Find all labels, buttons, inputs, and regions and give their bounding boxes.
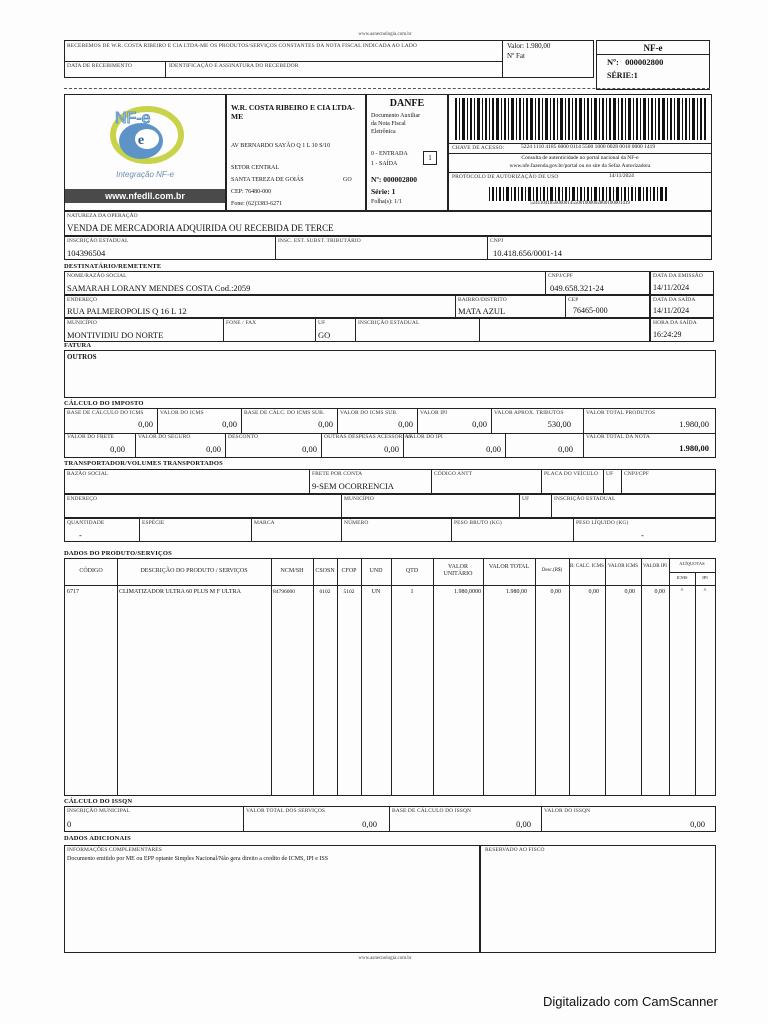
emitter-cep: CEP: 76480-000 (231, 189, 272, 195)
transport-quantidade: - (79, 530, 82, 540)
row-codigo: 6717 (67, 589, 79, 595)
cnpj-label: CNPJ (490, 238, 504, 244)
tax-ipi2: 0,00 (486, 444, 501, 454)
issqn-servicos: 0,00 (362, 819, 377, 829)
data-recebimento-label: DATA DE RECEBIMENTO (67, 63, 132, 69)
dest-hora-box (650, 318, 714, 342)
danfe-subtitle-3: Eletrônica (371, 129, 396, 135)
col-csosn: CSOSN (315, 568, 335, 574)
dest-row-3 (64, 318, 650, 342)
info-box (64, 845, 480, 953)
transport-section: TRANSPORTADOR/VOLUMES TRANSPORTADOS (64, 460, 224, 467)
tax-ipi: 0,00 (472, 419, 487, 429)
transport-antt-label: CÓDIGO ANTT (434, 471, 473, 477)
nfat-label: Nº Fat (507, 52, 525, 60)
dest-ie-label: INSCRIÇÃO ESTADUAL (358, 320, 420, 326)
cut-line (64, 88, 710, 89)
col-und: UND (369, 568, 383, 574)
footer-site: www.asnecnologia.com.br (358, 956, 412, 961)
transport-uf2-label: UF (522, 496, 530, 502)
col-aliquotas: ALÍQUOTAS (679, 561, 705, 566)
dest-emissao-label: DATA DA EMISSÃO (653, 273, 703, 279)
transport-row-1 (64, 469, 716, 494)
protocolo-label: PROTOCOLO DE AUTORIZAÇÃO DE USO (452, 174, 559, 180)
issqn-base-label: BASE DE CÁLCULO DO ISSQN (392, 808, 472, 814)
tax-outras-label: OUTRAS DESPESAS ACESSÓRIAS (324, 434, 412, 440)
danfe-subtitle-2: da Nota Fiscal (371, 121, 406, 127)
dest-endereco: RUA PALMEROPOLIS Q 16 L 12 (67, 306, 187, 316)
transport-municipio-label: MUNICÍPIO (344, 496, 374, 502)
camscanner-watermark: Digitalizado com CamScanner (543, 994, 718, 1009)
dest-fone-label: FONE / FAX (226, 320, 257, 326)
row-desc: 0,00 (550, 589, 561, 595)
dest-uf-label: UF (318, 320, 326, 326)
row-und: UN (371, 589, 381, 595)
dest-saida: 14/11/2024 (653, 306, 690, 315)
tax-base-icms-sub-label: BASE DE CÁLC. DO ICMS SUB. (244, 410, 325, 416)
logo-caption: Integração NF-e (116, 170, 174, 179)
danfe-saida: 1 - SAÍDA (371, 161, 398, 167)
issqn-im: 0 (67, 819, 72, 829)
dest-row-2 (64, 295, 650, 318)
nfe-stub-box (596, 40, 710, 90)
transport-quantidade-label: QUANTIDADE (67, 520, 105, 526)
tax-ipi-label: VALOR IPI (420, 410, 448, 416)
col-ncm: NCM/SH (280, 568, 304, 574)
dest-saida-label: DATA DA SAÍDA (653, 297, 696, 303)
adicionais-section: DADOS ADICIONAIS (64, 835, 131, 842)
tax-seguro-label: VALOR DO SEGURO (138, 434, 191, 440)
tax-frete: 0,00 (110, 444, 125, 454)
fisco-box (480, 845, 716, 953)
tax-icms-label: VALOR DO ICMS (160, 410, 204, 416)
dest-emissao: 14/11/2024 (653, 283, 690, 292)
identificacao-label: IDENTIFICAÇÃO E ASSINATURA DO RECEBEDOR (169, 63, 299, 69)
nfe-serie: 1 (633, 71, 638, 80)
tax-icms-sub: 0,00 (398, 419, 413, 429)
col-aliq-ipi: IPI (702, 575, 708, 580)
col-valor-unitario: VALOR UNITÁRIO (443, 564, 473, 577)
tax-base-icms-label: BASE DE CÁLCULO DO ICMS (67, 410, 144, 416)
emitter-logo-box (64, 94, 226, 211)
cnpj-value: 10.418.656/0001-14 (493, 248, 562, 258)
row-aliq-ipi: ^ (703, 588, 707, 594)
row-aliq-icms: ^ (680, 588, 684, 594)
ie-value: 104396504 (67, 248, 106, 258)
tax-base-icms: 0,00 (138, 419, 153, 429)
emitter-name: W.R. COSTA RIBEIRO E CIA LTDA-ME (231, 103, 355, 121)
dest-uf: GO (318, 330, 331, 340)
emitter-uf: GO (343, 177, 352, 183)
imposto-section: CÁLCULO DO IMPOSTO (64, 400, 144, 407)
consulta-text: Consulta de autenticidade no portal nacional da NF-e (521, 155, 639, 161)
products-section: DADOS DO PRODUTO/SERVIÇOS (64, 550, 172, 557)
tax-frete-label: VALOR DO FRETE (67, 434, 115, 440)
dest-hora-label: HORA DA SAÍDA (653, 320, 697, 326)
row-icms: 0,00 (624, 589, 635, 595)
receipt-stub (64, 40, 594, 78)
issqn-base: 0,00 (516, 819, 531, 829)
tax-total-produtos-label: VALOR TOTAL PRODUTOS (586, 410, 656, 416)
consulta-text-2: www.nfe.fazenda.gov.br/portal ou no site da Sefaz Autorizadora (509, 163, 651, 169)
dest-cpf: 049.658.321-24 (550, 283, 604, 293)
danfe-tipo-box: 1 (423, 151, 437, 165)
row-descricao: CLIMATIZADOR ULTRA 60 PLUS M F ULTRA (119, 589, 241, 595)
nfe-serie-label: SÉRIE: (607, 71, 634, 80)
dest-nome: SAMARAH LORANY MENDES COSTA Cod.:2059 (67, 283, 251, 293)
row-qtd: 1 (410, 589, 414, 595)
dest-endereco-label: ENDEREÇO (67, 297, 98, 303)
imposto-box (64, 408, 716, 458)
chave-label: CHAVE DE ACESSO: (452, 145, 505, 151)
transport-frete-label: FRETE POR CONTA (312, 471, 363, 477)
issqn-servicos-label: VALOR TOTAL DOS SERVIÇOS (246, 808, 326, 814)
col-aliq-icms: ICMS (676, 575, 688, 580)
emitter-city: SANTA TEREZA DE GOIÁS (231, 177, 304, 183)
col-valor-total: VALOR TOTAL (488, 564, 530, 570)
ie-st-label: INSC. EST. SUBST. TRIBUTÁRIO (278, 238, 361, 244)
info-text: Documento emitido por ME ou EPP optante Simples Nacional/Não gera direito a credito de ICMS, IPI e ISS (67, 856, 329, 862)
tax-icms-sub-label: VALOR DO ICMS SUB. (340, 410, 398, 416)
tax-total-produtos: 1.980,00 (679, 419, 709, 429)
receipt-text: RECEBEMOS DE W.R. COSTA RIBEIRO E CIA LTDA-ME OS PRODUTOS/SERVIÇOS CONSTANTES DA NOTA FISCAL INDICADA AO LADO (67, 43, 417, 49)
row-ipi: 0,00 (654, 589, 665, 595)
dest-cep-label: CEP (568, 297, 579, 303)
col-cfop: CFOP (341, 568, 357, 574)
dest-cpf-label: CNPJ/CPF (548, 273, 573, 279)
transport-peso-bruto-label: PESO BRUTO (KG) (454, 520, 502, 526)
nfe-number: 000002800 (625, 57, 664, 67)
col-qtd: QTD (405, 568, 419, 574)
tax-desconto-label: DESCONTO (228, 434, 259, 440)
tax-icms: 0,00 (222, 419, 237, 429)
col-desc: Desc.(R$) (541, 568, 563, 573)
fatura-section: FATURA (64, 342, 92, 349)
emitter-info-box (226, 94, 366, 211)
transport-uf-label: UF (606, 471, 614, 477)
tax-total-nota: 1.980,00 (679, 443, 709, 453)
dest-saida-box (650, 295, 714, 318)
tax-total-nota-label: VALOR TOTAL DA NOTA (586, 434, 650, 440)
natureza-box (64, 211, 712, 236)
row-bcalc: 0,00 (588, 589, 599, 595)
col-bcalc: B. CALC. ICMS (570, 564, 604, 569)
transport-frete: 9-SEM OCORRENCIA (312, 481, 394, 491)
logo-site: www.nfedll.com.br (65, 189, 225, 203)
info-label: INFORMAÇÕES COMPLEMENTARES (67, 847, 162, 853)
tax-extra: 0,00 (558, 444, 573, 454)
transport-marca-label: MARCA (254, 520, 275, 526)
emitter-address-1: AV BERNARDO SAYÃO Q 1 L 10 S/10 (231, 143, 331, 149)
danfe-numero: Nº: 000002800 (371, 175, 418, 184)
issqn-im-label: INSCRIÇÃO MUNICIPAL (67, 808, 130, 814)
row-ncm: 84796000 (273, 589, 295, 595)
issqn-box (64, 806, 716, 832)
issqn-section: CÁLCULO DO ISSQN (64, 798, 133, 805)
tax-base-icms-sub: 0,00 (318, 419, 333, 429)
tax-aprox: 530,00 (547, 419, 571, 429)
transport-cnpj-label: CNPJ/CPF (624, 471, 649, 477)
nfe-title: NF-e (643, 43, 663, 53)
tax-desconto: 0,00 (302, 444, 317, 454)
tax-outras: 0,00 (384, 444, 399, 454)
products-table (64, 558, 716, 796)
barcode-top (455, 98, 707, 140)
transport-especie-label: ESPÉCIE (142, 520, 165, 526)
col-valor-ipi: VALOR IPI (643, 564, 667, 569)
barcode-bottom (489, 187, 669, 201)
natureza-value: VENDA DE MERCADORIA ADQUIRIDA OU RECEBIDA DE TERCE (67, 223, 334, 233)
transport-endereco-label: ENDEREÇO (67, 496, 98, 502)
issqn-valor-label: VALOR DO ISSQN (544, 808, 591, 814)
svg-text:e: e (137, 133, 145, 148)
ie-row (64, 236, 712, 260)
dest-hora: 16:24:29 (653, 330, 682, 339)
tax-ipi2-label: VALOR DO IPI (406, 434, 443, 440)
dest-nome-label: NOME/RAZÃO SOCIAL (67, 273, 127, 279)
col-valor-icms: VALOR ICMS (607, 564, 639, 569)
issqn-valor: 0,00 (690, 819, 705, 829)
logo-text: NF-e (115, 110, 151, 127)
transport-numero-label: NÚMERO (344, 520, 369, 526)
valor-label: Valor: (507, 42, 525, 50)
transport-razao-label: RAZÃO SOCIAL (67, 471, 109, 477)
destinatario-section: DESTINATÁRIO/REMETENTE (64, 263, 162, 270)
transport-ie-label: INSCRIÇÃO ESTADUAL (554, 496, 616, 502)
danfe-serie: Série: 1 (371, 187, 396, 196)
emitter-fone: Fone: (62)3383-6271 (231, 201, 283, 207)
row-csosn: 0102 (319, 589, 331, 595)
dest-row-1 (64, 271, 650, 295)
transport-peso-liquido: - (641, 530, 644, 540)
ie-label: INSCRIÇÃO ESTADUAL (67, 238, 129, 244)
dest-municipio-label: MUNICÍPIO (67, 320, 97, 326)
dest-bairro: MATA AZUL (458, 306, 506, 316)
danfe-subtitle-1: Documento Auxiliar (371, 113, 421, 119)
transport-row-3 (64, 518, 716, 542)
fisco-label: RESERVADO AO FISCO (485, 847, 545, 853)
top-site-text: www.asnecnologia.com.br (358, 32, 412, 37)
danfe-folha: Folha(s): 1/1 (371, 199, 402, 205)
access-box (448, 94, 712, 211)
tax-aprox-label: VALOR APROX. TRIBUTOS (494, 410, 564, 416)
dest-bairro-label: BAIRRO/DISTRITO (458, 297, 507, 303)
protocolo-value: 14/11/2024 (609, 173, 634, 179)
col-descricao: DESCRIÇÃO DO PRODUTO / SERVIÇOS (140, 568, 248, 574)
nfe-logo (95, 101, 195, 171)
transport-peso-liquido-label: PESO LÍQUIDO (KG) (576, 520, 629, 526)
nfe-number-label: Nº: (607, 57, 619, 67)
chave-value: 5224 1110 4185 6000 0114 5500 1000 0028 0010 0000 1419 (521, 144, 656, 150)
row-unit: 1.980,0000 (454, 589, 481, 595)
dest-municipio: MONTIVIDIU DO NORTE (67, 330, 164, 340)
tax-seguro: 0,00 (206, 444, 221, 454)
fatura-box (64, 350, 716, 398)
col-codigo: CÓDIGO (79, 568, 103, 574)
danfe-title: DANFE (389, 98, 425, 109)
danfe-box (366, 94, 448, 211)
row-total: 1.980,00 (506, 589, 527, 595)
natureza-label: NATUREZA DA OPERAÇÃO (67, 213, 138, 219)
barcode-number: 5241104185600001455001000002800100001419 (530, 201, 630, 206)
valor-value: 1.980,00 (525, 42, 551, 50)
transport-placa-label: PLACA DO VEÍCULO (544, 471, 599, 477)
emitter-address-2: SETOR CENTRAL (231, 165, 280, 171)
dest-cep: 76465-000 (573, 306, 608, 315)
row-cfop: 5102 (343, 589, 355, 595)
danfe-entrada: 0 - ENTRADA (371, 151, 408, 157)
fatura-value: OUTROS (67, 353, 97, 361)
transport-row-2 (64, 494, 716, 518)
dest-emissao-box (650, 271, 714, 295)
